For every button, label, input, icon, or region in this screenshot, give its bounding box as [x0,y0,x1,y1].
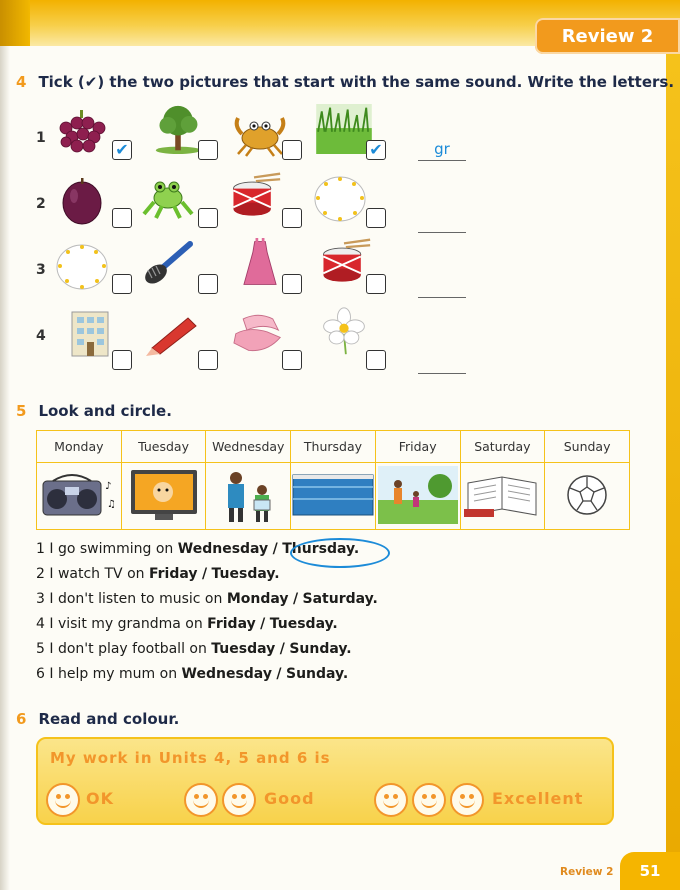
option-a[interactable]: Friday [207,616,256,632]
tick-box[interactable] [198,208,218,228]
pool-icon [291,469,375,521]
radio-icon [39,467,119,523]
day-header: Wednesday [206,431,291,463]
ex5-number: 5 [16,402,27,420]
drum-icon [226,172,282,222]
review-tab [535,18,680,54]
option-a[interactable]: Wednesday [181,666,272,682]
day-picture-cell [206,463,291,530]
day-picture-cell [37,463,122,530]
books-icon [462,467,542,523]
svg-text:♪: ♪ [104,480,112,492]
answer-circle [290,538,390,568]
dress-icon [232,238,288,288]
day-picture-cell [545,463,630,530]
svg-text:♫: ♫ [106,498,116,510]
tick-box[interactable]: ✔ [366,140,386,160]
garden-icon [378,466,458,524]
rating-good: Good [264,789,315,808]
plate-icon [312,174,368,224]
option-b[interactable]: Tuesday. [211,566,280,582]
ex4-instruction-text: Tick (✔) the two pictures that start with the same sound. Write the letters. [38,73,675,91]
option-b[interactable]: Saturday. [302,591,378,607]
sentence-text: I go swimming on [49,541,174,557]
option-b[interactable]: Thursday. [282,541,360,557]
top-banner-edge [0,0,30,46]
tv-icon [125,466,203,524]
row-number: 2 [36,196,46,212]
day-header: Monday [37,431,122,463]
building-icon [62,308,118,358]
sentence-text: I help my mum on [49,666,178,682]
day-header: Thursday [291,431,376,463]
sentence-text: I don't play football on [49,641,207,657]
smiley-face-icon[interactable] [412,783,446,817]
sentence-number: 6 [36,666,45,682]
hairbrush-icon [140,240,196,290]
sentence-text: I visit my grandma on [49,616,203,632]
plum-icon [56,176,112,226]
review-tab-label: Review 2 [561,25,654,47]
page-gutter-shadow [0,46,10,890]
day-picture-cell [121,463,206,530]
smiley-face-icon[interactable] [222,783,256,817]
smiley-face-icon[interactable] [46,783,80,817]
day-picture-cell [291,463,376,530]
right-edge-strip [666,54,680,890]
crayon-icon [144,308,200,358]
rating-excellent: Excellent [492,789,584,808]
drum-icon [316,238,372,288]
ex5-instruction-text: Look and circle. [38,402,172,420]
answer-line[interactable] [418,212,466,233]
option-a[interactable]: Tuesday [211,641,276,657]
option-a[interactable]: Wednesday [177,541,269,557]
towel-icon [230,306,286,356]
tick-box[interactable] [282,208,302,228]
tick-box[interactable] [198,140,218,160]
family-icon [212,466,284,524]
option-separator: / [279,641,285,657]
tick-box[interactable] [112,274,132,294]
option-separator: / [276,666,282,682]
grass-icon [316,104,372,154]
sentence-number: 4 [36,616,45,632]
sentence-number: 5 [36,641,45,657]
tick-box[interactable] [282,274,302,294]
smiley-face-icon[interactable] [184,783,218,817]
smiley-face-icon[interactable] [450,783,484,817]
tick-box[interactable] [198,274,218,294]
self-assessment-title: My work in Units 4, 5 and 6 is [50,749,331,767]
crab-icon [232,110,288,160]
day-header: Sunday [545,431,630,463]
day-picture-cell [460,463,545,530]
tick-box[interactable] [112,208,132,228]
ex4-number: 4 [16,73,27,91]
ex5-instruction [16,402,172,420]
ex6-instruction [16,710,179,728]
days-table [36,430,630,530]
sentence [36,641,352,657]
answer-line[interactable] [418,353,466,374]
option-separator: / [292,591,299,607]
smiley-face-icon[interactable] [374,783,408,817]
day-picture-cell [375,463,460,530]
sentence-number: 2 [36,566,45,582]
flower-icon [316,306,372,356]
sentence-text: I watch TV on [49,566,145,582]
grapes-icon [56,108,112,158]
tick-box[interactable] [366,208,386,228]
answer-line[interactable] [418,277,466,298]
option-separator: / [201,566,208,582]
ex6-number: 6 [16,710,27,728]
sentence [36,666,348,682]
self-assessment-box [36,737,614,825]
day-header: Friday [375,431,460,463]
page-number-text: 51 [639,862,661,880]
ex6-instruction-text: Read and colour. [38,710,180,728]
row-number: 3 [36,262,46,278]
sentence [36,591,378,607]
football-icon [565,473,609,517]
page-number [620,852,680,890]
sentence [36,616,338,632]
option-b[interactable]: Sunday. [285,666,349,682]
option-a[interactable]: Monday [226,591,289,607]
row-number: 1 [36,130,46,146]
tick-box[interactable] [366,274,386,294]
footer-label: Review 2 [560,866,614,878]
option-b[interactable]: Sunday. [289,641,352,657]
tick-box[interactable] [282,140,302,160]
tick-box[interactable] [112,350,132,370]
ex4-instruction [16,73,674,91]
frog-icon [140,172,196,222]
tick-box[interactable] [198,350,218,370]
tick-box[interactable]: ✔ [112,140,132,160]
day-header: Saturday [460,431,545,463]
sentence [36,566,280,582]
plate-icon [54,242,110,292]
row-number: 4 [36,328,46,344]
option-separator: / [272,541,278,557]
sentence-text: I don't listen to music on [49,591,223,607]
tick-box[interactable] [282,350,302,370]
answer-line[interactable]: gr [418,140,466,161]
option-b[interactable]: Tuesday. [269,616,338,632]
rating-ok: OK [86,789,114,808]
sentence-number: 3 [36,591,45,607]
sentence-number: 1 [36,541,45,557]
option-a[interactable]: Friday [148,566,198,582]
day-header: Tuesday [121,431,206,463]
tick-box[interactable] [366,350,386,370]
option-separator: / [260,616,266,632]
